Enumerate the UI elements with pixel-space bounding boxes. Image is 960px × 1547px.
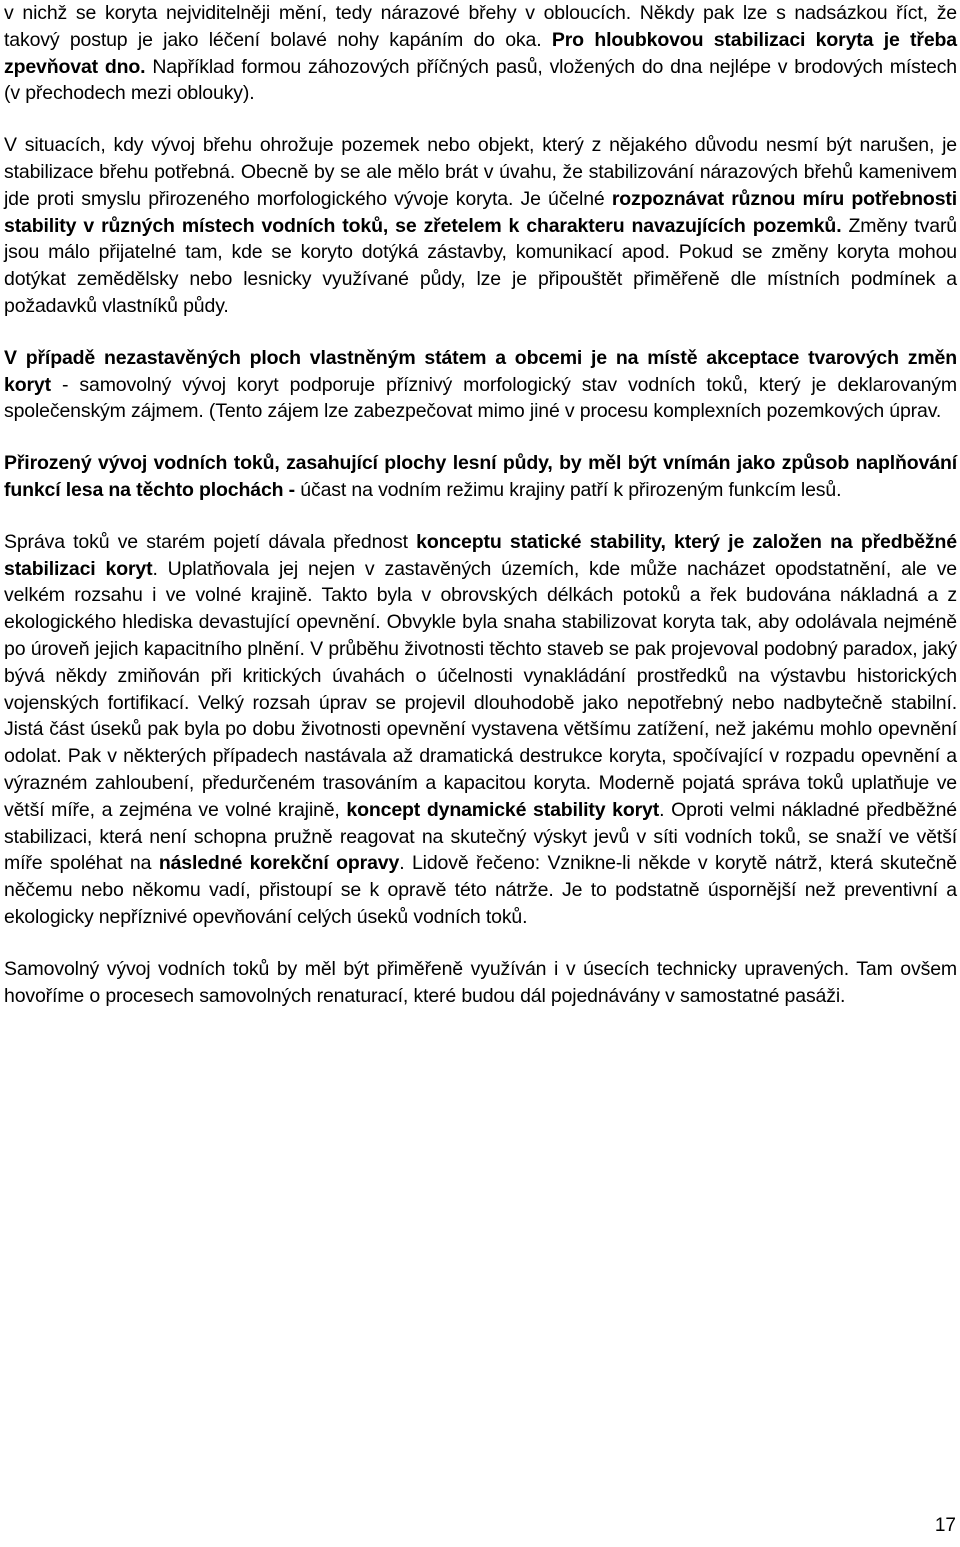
text-run: Změny tvarů jsou málo přijatelné tam, kde se koryto dotýká zástavby, komunikací apod. Pokud se změny koryta mohou dotýkat zemědělsky nebo lesnicky využívané půdy, lze je připouštět přiměřeně dle místních podmínek a požadavků vlastníků půdy. bbox=[4, 214, 957, 317]
text-run: V situacích, kdy vývoj břehu ohrožuje pozemek nebo objekt, který z nějakého důvodu nesmí být narušen, je stabilizace břehu potřebná. Obecně by se ale mělo brát v úvahu, že stabilizování nárazových břehů kamenivem jde proti smyslu přirozeného morfologického vývoje koryta. Je účelné bbox=[4, 134, 957, 210]
paragraph bbox=[4, 132, 957, 320]
bold-text-run: V případě nezastavěných ploch vlastněným státem a obcemi je na místě akceptace tvarových změn koryt bbox=[4, 346, 957, 396]
page-number: 17 bbox=[934, 1515, 956, 1536]
bold-text-run: koncept dynamické stability koryt bbox=[346, 798, 660, 821]
text-run: účast na vodním režimu krajiny patří k přirozeným funkcím lesů. bbox=[295, 478, 842, 501]
paragraph bbox=[4, 529, 957, 931]
bold-text-run: rozpoznávat různou míru potřebnosti stability v různých místech vodních toků, se zřetelem k charakteru navazujících pozemků. bbox=[4, 187, 958, 237]
body-text bbox=[4, 0, 957, 1034]
paragraph bbox=[4, 450, 957, 504]
bold-text-run: konceptu statické stability, který je založen na předběžné stabilizaci koryt bbox=[4, 530, 957, 580]
text-run: . Uplatňovala jej nejen v zastavěných územích, kde může nacházet opodstatnění, ale ve velkém rozsahu i ve volné krajině. Takto byla v obrovských délkách potoků a řek budována nákladná a z ekologického hlediska devastující opevnění. Obvykle byla snaha stabilizovat koryta tak, aby odolávala nejméně po úroveň jejich kapacitního plnění. V průběhu životnosti těchto staveb se pak projevoval podobný paradox, jaký bývá někdy zmiňován při kritických úvahách o účelnosti vynakládání prostředků na výstavbu historických vojenských fortifikací. Velký rozsah úprav se projevil dlouhodobě jako nepotřebný nebo nadbytečně stabilní. Jistá část úseků pak byla po dobu životnosti opevnění vystavena většímu zatížení, než jakému mohlo opevnění odolat. Pak v některých případech nastávala až dramatická destrukce koryta, spočívající v rozpadu opevnění a výrazném zahloubení, předurčeném trasováním a kapacitou koryta. Moderně pojatá správa toků uplatňuje ve větší míře, a zejména ve volné krajině, bbox=[4, 557, 957, 821]
bold-text-run: následné korekční opravy bbox=[158, 852, 400, 875]
paragraph bbox=[4, 345, 957, 425]
bold-text-run: Přirozený vývoj vodních toků, zasahující plochy lesní půdy, by měl být vnímán jako způsob naplňování funkcí lesa na těchto plochách - bbox=[4, 452, 957, 501]
text-run: Například formou záhozových příčných pasů, vložených do dna nejlépe v brodových místech (v přechodech mezi oblouky). bbox=[4, 55, 957, 105]
bold-text-run: Pro hloubkovou stabilizaci koryta je třeba zpevňovat dno. bbox=[4, 28, 957, 78]
text-run: . Oproti velmi nákladné předběžné stabilizaci, která není schopna pružně reagovat na skutečný výskyt jevů v síti vodních toků, se snaží ve větší míře spoléhat na bbox=[4, 798, 957, 875]
text-run: . Lidově řečeno: Vznikne-li někde v korytě nátrž, která skutečně něčemu nebo někomu vadí, přistoupí se k opravě této nátrže. Je to podstatně úspornější než preventivní a ekologicky nepříznivé opevňování celých úseků vodních toků. bbox=[4, 852, 958, 928]
text-run: Správa toků ve starém pojetí dávala přednost bbox=[4, 530, 417, 553]
paragraph bbox=[4, 0, 957, 107]
paragraph bbox=[4, 956, 957, 1010]
text-run: Samovolný vývoj vodních toků by měl být přiměřeně využíván i v úsecích technicky upravených. Tam ovšem hovoříme o procesech samovolných renaturací, které budou dál pojednávány v samostatné pasáži. bbox=[4, 957, 957, 1007]
text-run: - samovolný vývoj koryt podporuje příznivý morfologický stav vodních toků, který je deklarovaným společenským zájmem. (Tento zájem lze zabezpečovat mimo jiné v procesu komplexních pozemkových úprav. bbox=[4, 373, 957, 423]
text-run: v nichž se koryta nejviditelněji mění, tedy nárazové břehy v obloucích. Někdy pak lze s nadsázkou říct, že takový postup je jako léčení bolavé nohy kapáním do oka. bbox=[4, 2, 957, 51]
